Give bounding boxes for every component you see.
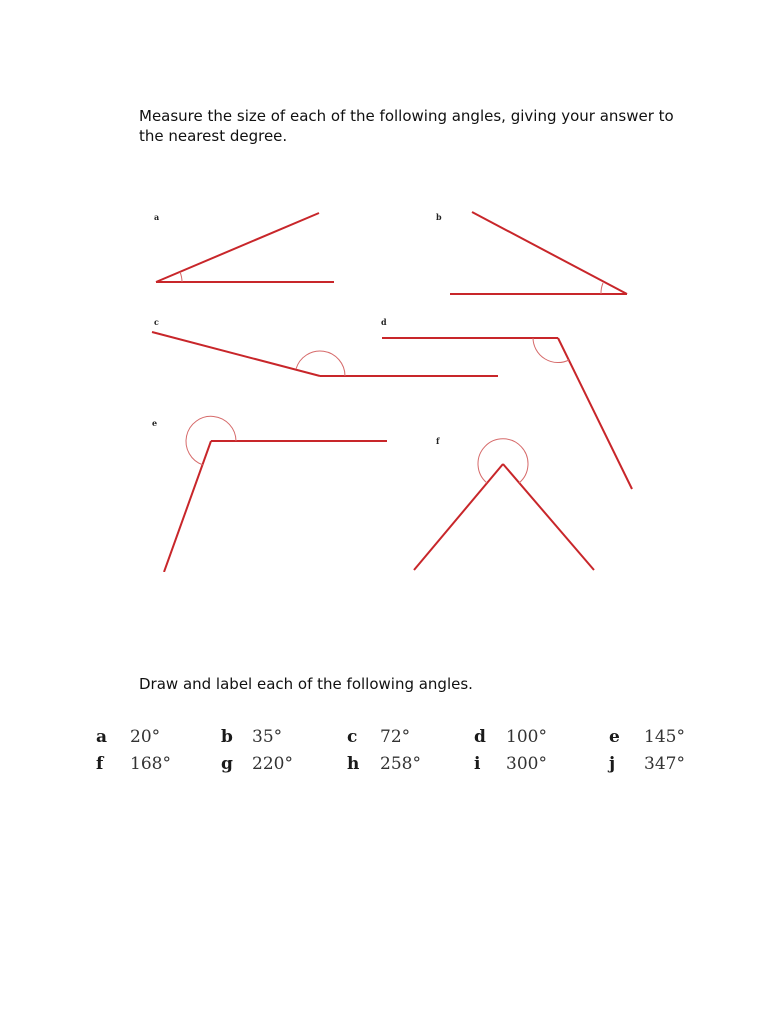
angles-figure — [134, 208, 634, 572]
angle-letter-b: b — [221, 727, 233, 747]
draw-instruction: Draw and label each of the following angles. — [139, 675, 473, 693]
angle-a-arm-ray — [156, 213, 319, 282]
angle-c — [152, 317, 498, 376]
angle-f-right-ray — [503, 464, 594, 570]
angle-value-c: 72° — [380, 727, 411, 747]
angle-b-arm-ray — [472, 212, 627, 294]
angle-letter-f: f — [96, 754, 104, 774]
angle-value-e: 145° — [644, 727, 685, 747]
figure-label-b: b — [436, 212, 442, 222]
angle-e-arm-ray — [164, 441, 211, 572]
angle-value-a: 20° — [130, 727, 161, 747]
angle-f — [414, 436, 594, 570]
figure-label-e: e — [152, 418, 158, 428]
angle-value-d: 100° — [506, 727, 547, 747]
angle-f-left-ray — [414, 464, 503, 570]
figure-label-f: f — [436, 436, 440, 446]
angle-value-i: 300° — [506, 754, 547, 774]
figure-label-a: a — [154, 212, 160, 222]
draw-angles-table — [0, 722, 768, 782]
angle-letter-i: i — [474, 754, 481, 774]
angle-letter-d: d — [474, 727, 486, 747]
angle-letter-g: g — [221, 754, 233, 774]
angle-value-f: 168° — [130, 754, 171, 774]
angle-letter-j: j — [609, 754, 616, 774]
angle-value-h: 258° — [380, 754, 421, 774]
figure-label-c: c — [154, 317, 159, 327]
angle-letter-h: h — [347, 754, 360, 774]
angle-letter-e: e — [609, 727, 620, 747]
angle-value-g: 220° — [252, 754, 293, 774]
angle-b-arc — [601, 283, 603, 294]
angle-b — [436, 212, 627, 294]
angle-letter-a: a — [96, 727, 108, 747]
angle-f-arc — [478, 439, 528, 483]
angle-c-arm-ray — [152, 332, 320, 376]
angles-diagram — [134, 208, 634, 572]
angle-a — [154, 212, 334, 282]
angle-value-b: 35° — [252, 727, 283, 747]
measure-instruction: Measure the size of each of the following angles, giving your answer to the nearest degree. — [139, 107, 674, 145]
angle-d — [381, 317, 632, 489]
angle-letter-c: c — [347, 727, 358, 747]
figure-label-d: d — [381, 317, 387, 327]
angle-value-j: 347° — [644, 754, 685, 774]
angle-d-arm-ray — [558, 338, 632, 489]
angle-e — [152, 416, 387, 572]
angle-a-arc — [180, 272, 182, 282]
